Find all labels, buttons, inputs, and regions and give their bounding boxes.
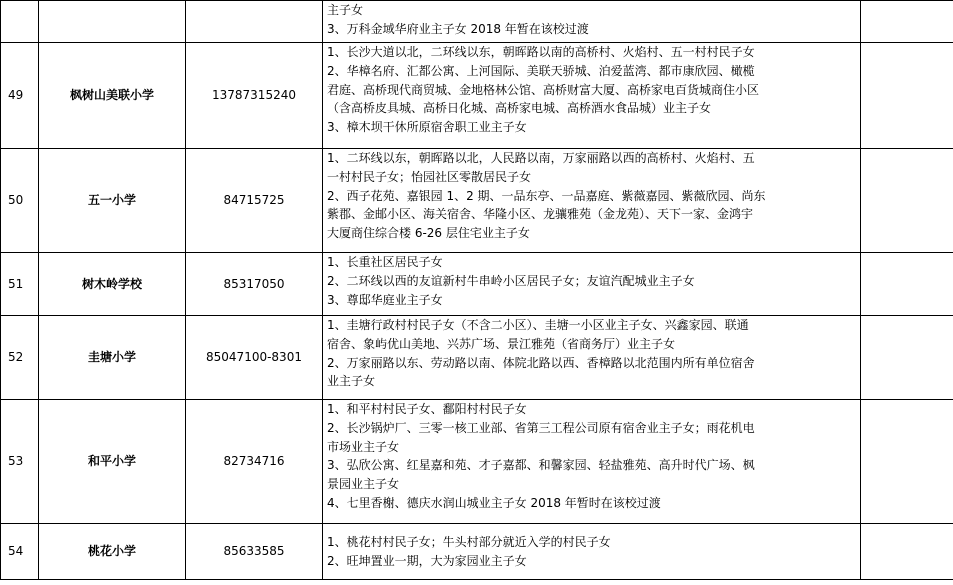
area-line: 3、万科金域华府业主子女 2018 年暂在该校过渡	[327, 21, 589, 36]
enrollment-area-cell	[323, 1, 861, 43]
enrollment-area-cell	[323, 149, 861, 253]
school-name-cell: 枫树山美联小学	[39, 43, 186, 149]
school-name-cell	[39, 1, 186, 43]
phone-cell: 85633585	[186, 524, 323, 580]
enrollment-area-cell	[323, 43, 861, 149]
area-line: 1、圭塘行政村村民子女（不含二小区）、圭塘一小区业主子女、兴鑫家园、联通	[327, 318, 749, 332]
row-number-cell: 52	[1, 316, 39, 400]
phone-cell: 85317050	[186, 253, 323, 316]
table-row	[1, 253, 953, 316]
area-line: 一村村民子女；怡园社区零散居民子女	[327, 169, 532, 184]
remarks-cell	[861, 149, 953, 253]
area-line: 2、华樟名府、汇都公寓、上河国际、美联天骄城、泊爱蓝湾、都市康欣园、橄榄	[327, 63, 755, 78]
area-line: 紫郡、金邮小区、海关宿舍、华隆小区、龙骧雅苑（金龙苑）、天下一家、金鸿宇	[327, 207, 754, 222]
table-row	[1, 400, 953, 524]
row-number-cell: 51	[1, 253, 39, 316]
table-row	[1, 149, 953, 253]
area-line: 大厦商住综合楼 6-26 层住宅业主子女	[327, 226, 530, 241]
area-line: 2、二环线以西的友谊新村牛串岭小区居民子女；友谊汽配城业主子女	[327, 273, 695, 288]
table-row	[1, 1, 953, 43]
enrollment-area-cell	[323, 400, 861, 524]
remarks-cell	[861, 43, 953, 149]
area-line: （含高桥皮具城、高桥日化城、高桥家电城、高桥酒水食品城）业主子女	[327, 101, 712, 116]
area-line: 主子女	[327, 3, 364, 17]
remarks-cell	[861, 524, 953, 580]
area-line: 2、旺坤置业一期，大为家园业主子女	[327, 553, 527, 568]
table-row	[1, 524, 953, 580]
area-line: 君庭、高桥现代商贸城、金地格林公馆、高桥财富大厦、高桥家电百货城商住小区	[327, 82, 760, 97]
row-number-cell: 54	[1, 524, 39, 580]
remarks-cell	[861, 316, 953, 400]
phone-cell: 84715725	[186, 149, 323, 253]
table-row	[1, 316, 953, 400]
area-line: 2、西子花苑、嘉银园 1、2 期、一品东亭、一品嘉庭、紫薇嘉园、紫薇欣园、尚东	[327, 188, 766, 203]
row-number-cell: 50	[1, 149, 39, 253]
area-line: 业主子女	[327, 374, 376, 389]
area-line: 3、弘欣公寓、红星嘉和苑、才子嘉都、和馨家园、轻盐雅苑、高升时代广场、枫	[327, 458, 755, 473]
enrollment-area-cell	[323, 524, 861, 580]
area-line: 宿舍、象屿优山美地、兴苏广场、景江雅苑（省商务厅）业主子女	[327, 336, 676, 351]
row-number-cell	[1, 1, 39, 43]
school-name-cell: 和平小学	[39, 400, 186, 524]
school-name-cell: 桃花小学	[39, 524, 186, 580]
row-number-cell: 53	[1, 400, 39, 524]
area-line: 2、长沙锅炉厂、三零一核工业部、省第三工程公司原有宿舍业主子女；雨花机电	[327, 420, 755, 435]
enrollment-area-cell	[323, 316, 861, 400]
school-name-cell: 树木岭学校	[39, 253, 186, 316]
phone-cell: 13787315240	[186, 43, 323, 149]
area-line: 2、万家丽路以东、劳动路以南、体院北路以西、香樟路以北范围内所有单位宿舍	[327, 355, 755, 370]
area-line: 1、桃花村村民子女；牛头村部分就近入学的村民子女	[327, 534, 611, 549]
phone-cell	[186, 1, 323, 43]
area-line: 景园业主子女	[327, 477, 400, 492]
area-line: 1、长重社区居民子女	[327, 255, 443, 269]
phone-cell: 82734716	[186, 400, 323, 524]
phone-cell: 85047100-8301	[186, 316, 323, 400]
row-number-cell: 49	[1, 43, 39, 149]
area-line: 4、七里香榭、德庆水润山城业主子女 2018 年暂时在该校过渡	[327, 495, 661, 510]
school-name-cell: 圭塘小学	[39, 316, 186, 400]
remarks-cell	[861, 400, 953, 524]
table-row	[1, 43, 953, 149]
remarks-cell	[861, 253, 953, 316]
area-line: 1、长沙大道以北，二环线以东，朝晖路以南的高桥村、火焰村、五一村村民子女	[327, 45, 755, 59]
area-line: 市场业主子女	[327, 439, 400, 454]
area-line: 3、樟木坝干休所原宿舍职工业主子女	[327, 120, 527, 135]
area-line: 1、二环线以东，朝晖路以北，人民路以南，万家丽路以西的高桥村、火焰村、五	[327, 151, 755, 165]
enrollment-area-cell	[323, 253, 861, 316]
area-line: 3、尊邸华庭业主子女	[327, 292, 443, 307]
school-name-cell: 五一小学	[39, 149, 186, 253]
area-line: 1、和平村村民子女、鄱阳村村民子女	[327, 402, 527, 416]
remarks-cell	[861, 1, 953, 43]
